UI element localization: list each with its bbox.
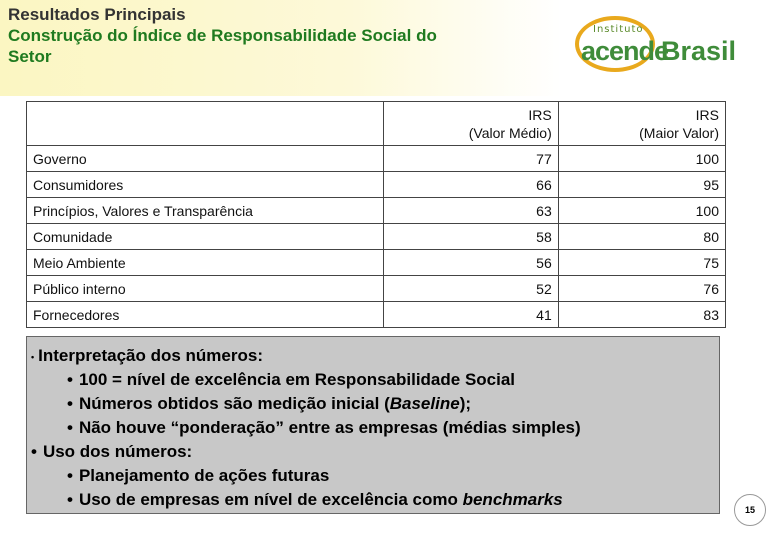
row-avg: 56 bbox=[383, 250, 558, 276]
notes-box bbox=[26, 336, 720, 514]
notes-item bbox=[67, 393, 471, 415]
notes-item-text-pre: Números obtidos são medição inicial ( bbox=[78, 394, 390, 413]
row-label: Princípios, Valores e Transparência bbox=[27, 198, 384, 224]
bullet-icon: • bbox=[67, 466, 73, 485]
table-row bbox=[27, 302, 726, 328]
row-max: 83 bbox=[558, 302, 725, 328]
notes-item bbox=[67, 465, 329, 487]
notes-item bbox=[67, 417, 581, 439]
logo-word-brasil: Brasil bbox=[661, 36, 737, 66]
notes-item-text-pre: Uso de empresas em nível de excelência como bbox=[78, 490, 463, 509]
notes-item-benchmarks: benchmarks bbox=[462, 490, 563, 509]
page-number-badge: 15 bbox=[734, 494, 766, 526]
header-max bbox=[558, 102, 725, 146]
bullet-icon: • bbox=[31, 351, 35, 362]
row-avg: 58 bbox=[383, 224, 558, 250]
row-max: 95 bbox=[558, 172, 725, 198]
row-max: 76 bbox=[558, 276, 725, 302]
acende-brasil-logo bbox=[573, 14, 735, 76]
notes-heading-text: Uso dos números: bbox=[42, 442, 193, 461]
table-row bbox=[27, 146, 726, 172]
table-row bbox=[27, 276, 726, 302]
notes-item bbox=[67, 489, 563, 511]
notes-item-text-post: ); bbox=[459, 394, 472, 413]
row-max: 100 bbox=[558, 146, 725, 172]
table-row bbox=[27, 224, 726, 250]
row-max: 100 bbox=[558, 198, 725, 224]
row-label: Público interno bbox=[27, 276, 384, 302]
bullet-icon: • bbox=[67, 370, 73, 389]
header-max-line1: IRS bbox=[695, 106, 719, 123]
table-row bbox=[27, 198, 726, 224]
row-label: Comunidade bbox=[27, 224, 384, 250]
row-avg: 63 bbox=[383, 198, 558, 224]
logo-small-text: Instituto bbox=[593, 24, 644, 35]
table-row bbox=[27, 250, 726, 276]
notes-item-text: Não houve “ponderação” entre as empresas (médias simples) bbox=[78, 418, 581, 437]
row-label: Consumidores bbox=[27, 172, 384, 198]
header-empty-cell bbox=[27, 102, 384, 146]
row-max: 80 bbox=[558, 224, 725, 250]
row-avg: 77 bbox=[383, 146, 558, 172]
table-header-row bbox=[27, 102, 726, 146]
notes-heading-text: Interpretação dos números: bbox=[38, 346, 263, 365]
notes-item bbox=[67, 369, 515, 391]
title-line-2: Construção do Índice de Responsabilidade Social do bbox=[8, 26, 437, 45]
row-label: Fornecedores bbox=[27, 302, 384, 328]
table-row bbox=[27, 172, 726, 198]
row-max: 75 bbox=[558, 250, 725, 276]
logo-word-acende: acende bbox=[581, 36, 669, 66]
bullet-icon: • bbox=[31, 442, 37, 461]
bullet-icon: • bbox=[67, 490, 73, 509]
header-avg-line1: IRS bbox=[528, 106, 552, 123]
bullet-icon: • bbox=[67, 394, 73, 413]
row-label: Meio Ambiente bbox=[27, 250, 384, 276]
notes-item-text: 100 = nível de excelência em Responsabilidade Social bbox=[78, 370, 516, 389]
header-max-line2: (Maior Valor) bbox=[639, 124, 719, 141]
notes-item-baseline: Baseline bbox=[389, 394, 460, 413]
irs-table bbox=[26, 101, 726, 328]
row-avg: 52 bbox=[383, 276, 558, 302]
notes-heading-interpretation bbox=[31, 345, 263, 368]
row-avg: 41 bbox=[383, 302, 558, 328]
slide-title bbox=[8, 4, 548, 67]
row-avg: 66 bbox=[383, 172, 558, 198]
notes-item-text: Planejamento de ações futuras bbox=[78, 466, 330, 485]
header-avg-line2: (Valor Médio) bbox=[468, 124, 552, 141]
title-line-3: Setor bbox=[8, 47, 52, 66]
title-line-1: Resultados Principais bbox=[8, 5, 186, 24]
bullet-icon: • bbox=[67, 418, 73, 437]
row-label: Governo bbox=[27, 146, 384, 172]
notes-heading-usage bbox=[31, 441, 192, 463]
header-avg bbox=[383, 102, 558, 146]
